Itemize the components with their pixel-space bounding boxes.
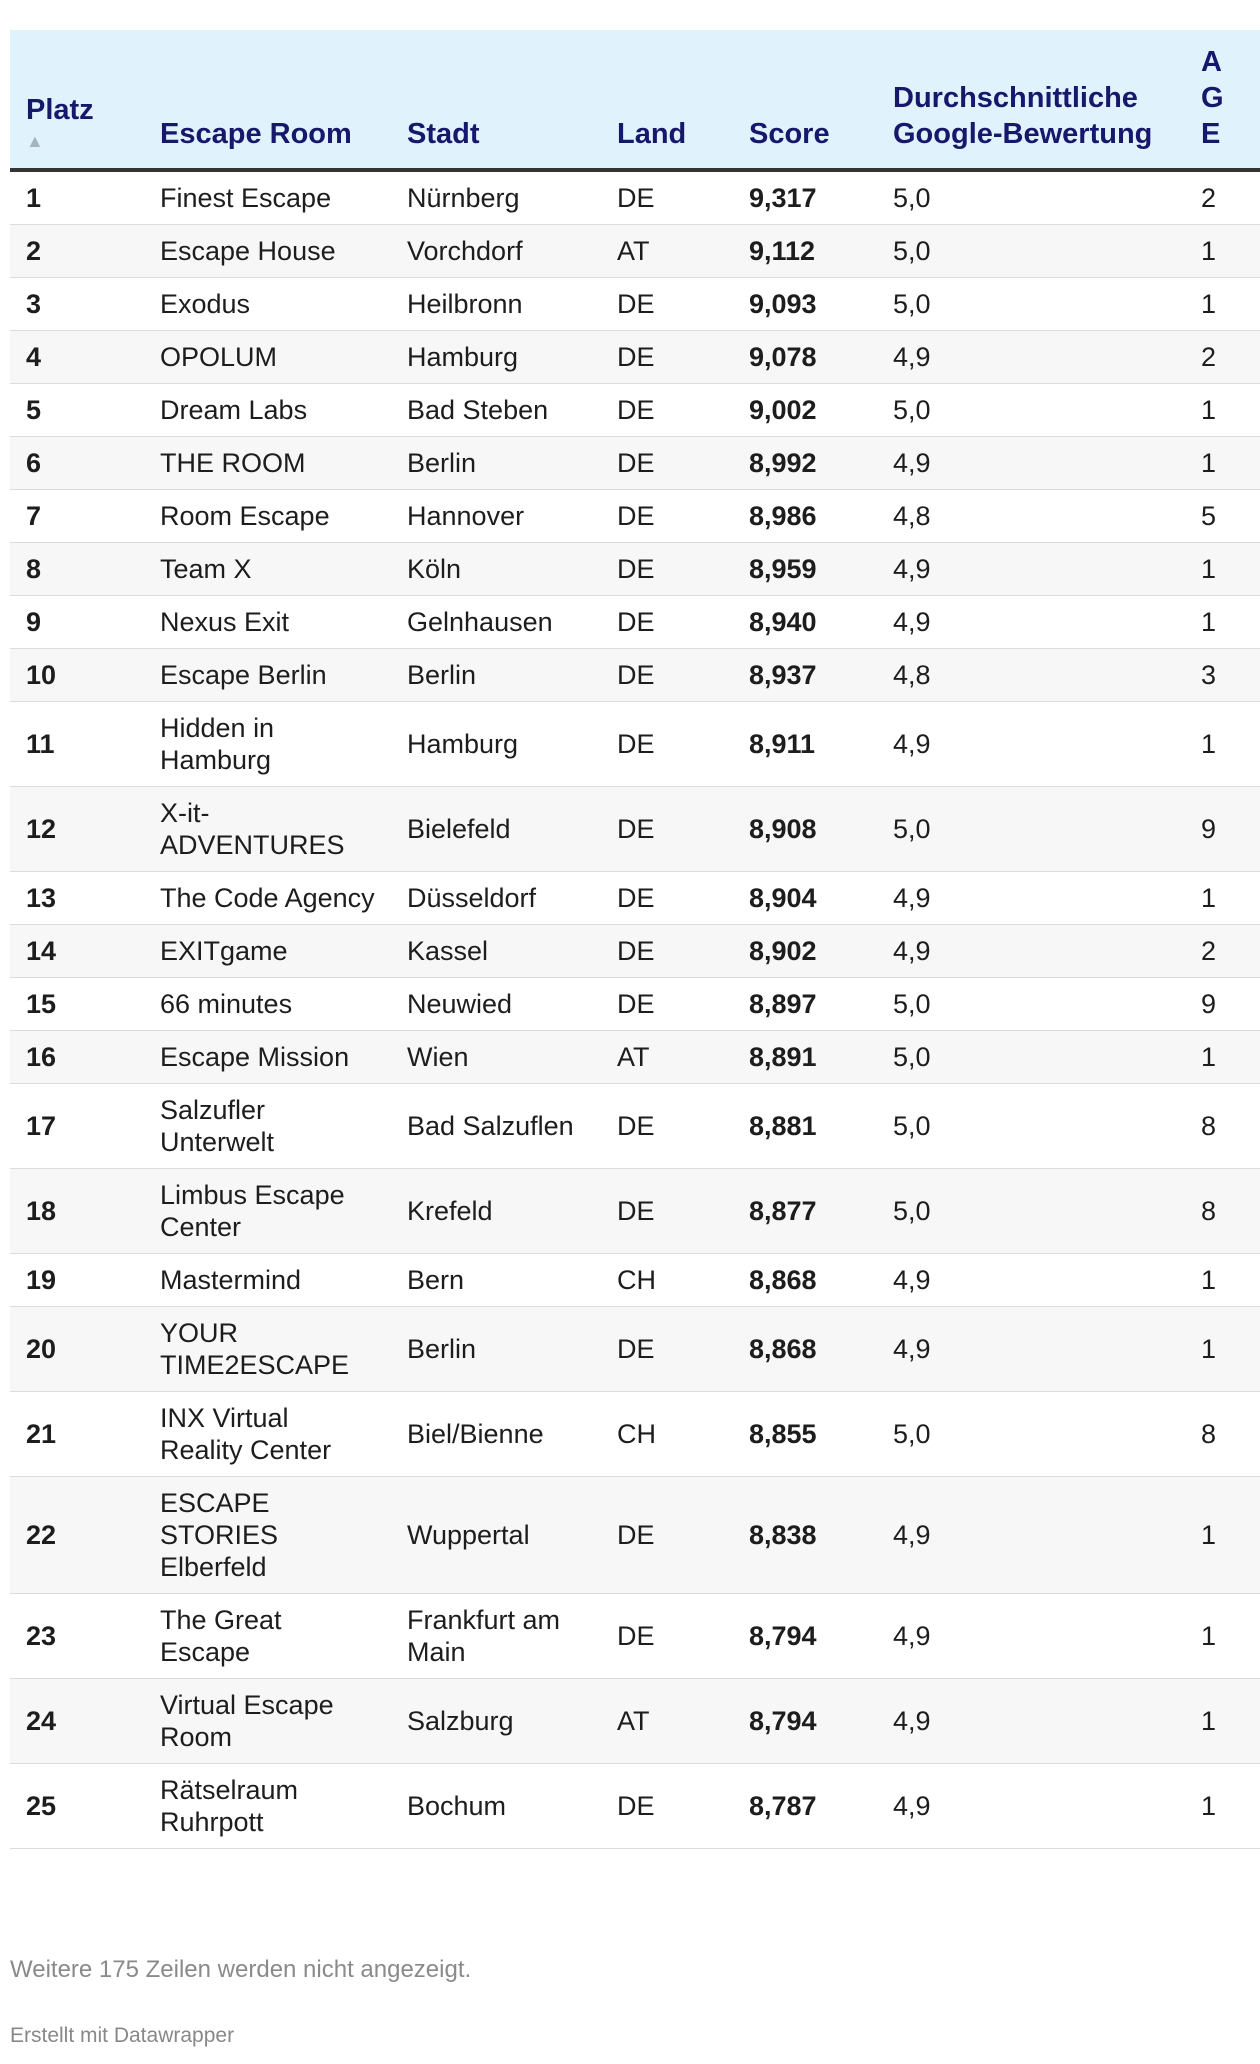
cell-stadt: Krefeld (391, 1169, 601, 1254)
cell-score: 8,911 (733, 702, 877, 787)
table-body (10, 170, 1260, 1849)
cell-extra: 1 (1185, 1477, 1260, 1594)
cell-google-rating: 4,8 (877, 649, 1185, 702)
header-escape-room-label: Escape Room (160, 118, 352, 150)
cell-platz: 2 (10, 225, 144, 278)
header-extra-label: A G E (1201, 46, 1224, 150)
cell-platz: 24 (10, 1679, 144, 1764)
cell-stadt: Wien (391, 1031, 601, 1084)
cell-google-rating: 4,9 (877, 543, 1185, 596)
cell-escape-room: Limbus Escape Center (144, 1169, 391, 1254)
table-row (10, 1169, 1260, 1254)
cell-land: DE (601, 702, 733, 787)
cell-score: 8,904 (733, 872, 877, 925)
cell-platz: 11 (10, 702, 144, 787)
cell-score: 8,937 (733, 649, 877, 702)
cell-stadt: Berlin (391, 437, 601, 490)
cell-google-rating: 5,0 (877, 787, 1185, 872)
cell-platz: 19 (10, 1254, 144, 1307)
cell-score: 8,877 (733, 1169, 877, 1254)
cell-stadt: Düsseldorf (391, 872, 601, 925)
cell-google-rating: 4,9 (877, 1764, 1185, 1849)
cell-score: 8,908 (733, 787, 877, 872)
cell-google-rating: 4,9 (877, 437, 1185, 490)
cell-stadt: Hannover (391, 490, 601, 543)
cell-score: 8,868 (733, 1307, 877, 1392)
cell-stadt: Vorchdorf (391, 225, 601, 278)
cell-stadt: Bochum (391, 1764, 601, 1849)
cell-escape-room: Escape House (144, 225, 391, 278)
cell-google-rating: 5,0 (877, 278, 1185, 331)
table-row (10, 1084, 1260, 1169)
cell-google-rating: 4,9 (877, 1307, 1185, 1392)
cell-score: 8,855 (733, 1392, 877, 1477)
cell-score: 8,794 (733, 1594, 877, 1679)
table-row (10, 331, 1260, 384)
header-stadt[interactable] (391, 30, 601, 170)
cell-stadt: Salzburg (391, 1679, 601, 1764)
cell-extra: 2 (1185, 925, 1260, 978)
header-land[interactable] (601, 30, 733, 170)
cell-stadt: Berlin (391, 1307, 601, 1392)
cell-escape-room: X-it-ADVENTURES (144, 787, 391, 872)
cell-land: AT (601, 1679, 733, 1764)
cell-stadt: Wuppertal (391, 1477, 601, 1594)
cell-stadt: Bielefeld (391, 787, 601, 872)
cell-platz: 4 (10, 331, 144, 384)
cell-stadt: Bern (391, 1254, 601, 1307)
cell-score: 8,868 (733, 1254, 877, 1307)
cell-google-rating: 4,9 (877, 872, 1185, 925)
table-row (10, 787, 1260, 872)
table-row (10, 170, 1260, 225)
table-row (10, 1594, 1260, 1679)
cell-escape-room: Exodus (144, 278, 391, 331)
ranking-table (10, 30, 1260, 1849)
cell-escape-room: Hidden in Hamburg (144, 702, 391, 787)
cell-google-rating: 5,0 (877, 384, 1185, 437)
cell-stadt: Heilbronn (391, 278, 601, 331)
table-row (10, 872, 1260, 925)
cell-extra: 2 (1185, 170, 1260, 225)
table-row (10, 649, 1260, 702)
cell-platz: 3 (10, 278, 144, 331)
cell-google-rating: 4,9 (877, 331, 1185, 384)
cell-escape-room: Salzufler Unterwelt (144, 1084, 391, 1169)
table-row (10, 1477, 1260, 1594)
table-row (10, 1679, 1260, 1764)
data-table-container (10, 30, 1224, 1849)
cell-stadt: Berlin (391, 649, 601, 702)
table-row (10, 1392, 1260, 1477)
cell-land: DE (601, 978, 733, 1031)
header-score[interactable] (733, 30, 877, 170)
table-row (10, 490, 1260, 543)
cell-score: 8,881 (733, 1084, 877, 1169)
cell-extra: 1 (1185, 872, 1260, 925)
cell-score: 9,002 (733, 384, 877, 437)
table-row (10, 437, 1260, 490)
cell-score: 8,902 (733, 925, 877, 978)
cell-google-rating: 5,0 (877, 225, 1185, 278)
cell-google-rating: 4,9 (877, 702, 1185, 787)
cell-platz: 12 (10, 787, 144, 872)
cell-land: DE (601, 384, 733, 437)
cell-stadt: Bad Steben (391, 384, 601, 437)
hidden-rows-note: Weitere 175 Zeilen werden nicht angezeigt. (10, 1956, 472, 1983)
cell-extra: 9 (1185, 787, 1260, 872)
cell-score: 8,891 (733, 1031, 877, 1084)
cell-platz: 13 (10, 872, 144, 925)
cell-land: DE (601, 1594, 733, 1679)
cell-platz: 20 (10, 1307, 144, 1392)
cell-escape-room: THE ROOM (144, 437, 391, 490)
cell-escape-room: Escape Mission (144, 1031, 391, 1084)
cell-escape-room: Escape Berlin (144, 649, 391, 702)
cell-extra: 1 (1185, 702, 1260, 787)
cell-extra: 1 (1185, 225, 1260, 278)
cell-platz: 21 (10, 1392, 144, 1477)
cell-stadt: Gelnhausen (391, 596, 601, 649)
cell-google-rating: 4,9 (877, 925, 1185, 978)
cell-platz: 14 (10, 925, 144, 978)
cell-stadt: Hamburg (391, 702, 601, 787)
table-row (10, 596, 1260, 649)
cell-score: 8,838 (733, 1477, 877, 1594)
table-row (10, 978, 1260, 1031)
cell-escape-room: Room Escape (144, 490, 391, 543)
cell-extra: 9 (1185, 978, 1260, 1031)
cell-platz: 15 (10, 978, 144, 1031)
cell-extra: 5 (1185, 490, 1260, 543)
cell-platz: 22 (10, 1477, 144, 1594)
cell-platz: 17 (10, 1084, 144, 1169)
cell-platz: 8 (10, 543, 144, 596)
cell-land: DE (601, 1764, 733, 1849)
cell-extra: 1 (1185, 1031, 1260, 1084)
cell-escape-room: Dream Labs (144, 384, 391, 437)
table-row (10, 702, 1260, 787)
cell-land: DE (601, 1084, 733, 1169)
cell-extra: 3 (1185, 649, 1260, 702)
header-score-label: Score (749, 118, 830, 150)
cell-land: CH (601, 1392, 733, 1477)
cell-land: DE (601, 787, 733, 872)
cell-google-rating: 5,0 (877, 1169, 1185, 1254)
header-platz-label: Platz (26, 94, 94, 126)
cell-escape-room: Nexus Exit (144, 596, 391, 649)
cell-land: DE (601, 1477, 733, 1594)
cell-extra: 1 (1185, 437, 1260, 490)
cell-platz: 6 (10, 437, 144, 490)
cell-land: DE (601, 1307, 733, 1392)
cell-stadt: Frankfurt am Main (391, 1594, 601, 1679)
table-row (10, 925, 1260, 978)
cell-land: DE (601, 490, 733, 543)
cell-platz: 23 (10, 1594, 144, 1679)
cell-score: 8,897 (733, 978, 877, 1031)
table-header-row (10, 30, 1260, 170)
cell-land: DE (601, 170, 733, 225)
cell-score: 8,959 (733, 543, 877, 596)
cell-score: 9,317 (733, 170, 877, 225)
cell-land: DE (601, 596, 733, 649)
sort-ascending-icon: ▲ (26, 131, 44, 151)
cell-escape-room: Mastermind (144, 1254, 391, 1307)
header-escape-room[interactable] (144, 30, 391, 170)
cell-escape-room: The Great Escape (144, 1594, 391, 1679)
table-row (10, 384, 1260, 437)
header-extra[interactable] (1185, 30, 1260, 170)
cell-extra: 1 (1185, 1254, 1260, 1307)
cell-extra: 1 (1185, 384, 1260, 437)
cell-platz: 16 (10, 1031, 144, 1084)
cell-extra: 8 (1185, 1084, 1260, 1169)
cell-escape-room: 66 minutes (144, 978, 391, 1031)
cell-platz: 1 (10, 170, 144, 225)
cell-stadt: Köln (391, 543, 601, 596)
cell-land: DE (601, 543, 733, 596)
cell-score: 8,986 (733, 490, 877, 543)
cell-escape-room: INX Virtual Reality Center (144, 1392, 391, 1477)
cell-land: DE (601, 331, 733, 384)
cell-google-rating: 4,9 (877, 1594, 1185, 1679)
cell-extra: 1 (1185, 278, 1260, 331)
cell-land: DE (601, 437, 733, 490)
cell-escape-room: Virtual Escape Room (144, 1679, 391, 1764)
cell-escape-room: Team X (144, 543, 391, 596)
cell-platz: 25 (10, 1764, 144, 1849)
cell-extra: 1 (1185, 543, 1260, 596)
table-row (10, 1307, 1260, 1392)
cell-land: DE (601, 1169, 733, 1254)
cell-google-rating: 4,9 (877, 1254, 1185, 1307)
datawrapper-credit: Erstellt mit Datawrapper (10, 2024, 235, 2047)
cell-land: DE (601, 278, 733, 331)
cell-land: AT (601, 1031, 733, 1084)
cell-score: 9,078 (733, 331, 877, 384)
cell-extra: 1 (1185, 1594, 1260, 1679)
cell-stadt: Nürnberg (391, 170, 601, 225)
cell-google-rating: 5,0 (877, 1392, 1185, 1477)
cell-stadt: Hamburg (391, 331, 601, 384)
cell-extra: 1 (1185, 1307, 1260, 1392)
header-stadt-label: Stadt (407, 118, 480, 150)
header-platz[interactable] (10, 30, 144, 170)
cell-escape-room: YOUR TIME2ESCAPE (144, 1307, 391, 1392)
cell-escape-room: OPOLUM (144, 331, 391, 384)
cell-platz: 18 (10, 1169, 144, 1254)
cell-google-rating: 4,8 (877, 490, 1185, 543)
cell-land: DE (601, 925, 733, 978)
cell-google-rating: 5,0 (877, 170, 1185, 225)
table-row (10, 1031, 1260, 1084)
cell-google-rating: 5,0 (877, 1084, 1185, 1169)
cell-extra: 8 (1185, 1169, 1260, 1254)
cell-land: AT (601, 225, 733, 278)
cell-google-rating: 5,0 (877, 1031, 1185, 1084)
header-land-label: Land (617, 118, 687, 150)
header-google-rating[interactable] (877, 30, 1185, 170)
cell-stadt: Biel/Bienne (391, 1392, 601, 1477)
cell-escape-room: Finest Escape (144, 170, 391, 225)
cell-platz: 7 (10, 490, 144, 543)
table-row (10, 543, 1260, 596)
cell-google-rating: 4,9 (877, 596, 1185, 649)
cell-stadt: Neuwied (391, 978, 601, 1031)
cell-google-rating: 5,0 (877, 978, 1185, 1031)
cell-score: 8,794 (733, 1679, 877, 1764)
table-row (10, 225, 1260, 278)
cell-extra: 8 (1185, 1392, 1260, 1477)
header-google-rating-label: Durchschnittliche Google-Bewertung (893, 82, 1153, 150)
cell-google-rating: 4,9 (877, 1477, 1185, 1594)
cell-stadt: Kassel (391, 925, 601, 978)
cell-score: 8,992 (733, 437, 877, 490)
table-row (10, 278, 1260, 331)
table-row (10, 1254, 1260, 1307)
cell-land: CH (601, 1254, 733, 1307)
cell-extra: 1 (1185, 1764, 1260, 1849)
table-row (10, 1764, 1260, 1849)
cell-platz: 5 (10, 384, 144, 437)
cell-land: DE (601, 872, 733, 925)
cell-land: DE (601, 649, 733, 702)
cell-google-rating: 4,9 (877, 1679, 1185, 1764)
cell-score: 8,787 (733, 1764, 877, 1849)
cell-escape-room: The Code Agency (144, 872, 391, 925)
cell-extra: 1 (1185, 1679, 1260, 1764)
cell-stadt: Bad Salzuflen (391, 1084, 601, 1169)
cell-score: 9,093 (733, 278, 877, 331)
cell-escape-room: ESCAPE STORIES Elberfeld (144, 1477, 391, 1594)
cell-platz: 10 (10, 649, 144, 702)
cell-score: 9,112 (733, 225, 877, 278)
cell-extra: 2 (1185, 331, 1260, 384)
cell-score: 8,940 (733, 596, 877, 649)
cell-extra: 1 (1185, 596, 1260, 649)
cell-escape-room: Rätselraum Ruhrpott (144, 1764, 391, 1849)
cell-escape-room: EXITgame (144, 925, 391, 978)
cell-platz: 9 (10, 596, 144, 649)
